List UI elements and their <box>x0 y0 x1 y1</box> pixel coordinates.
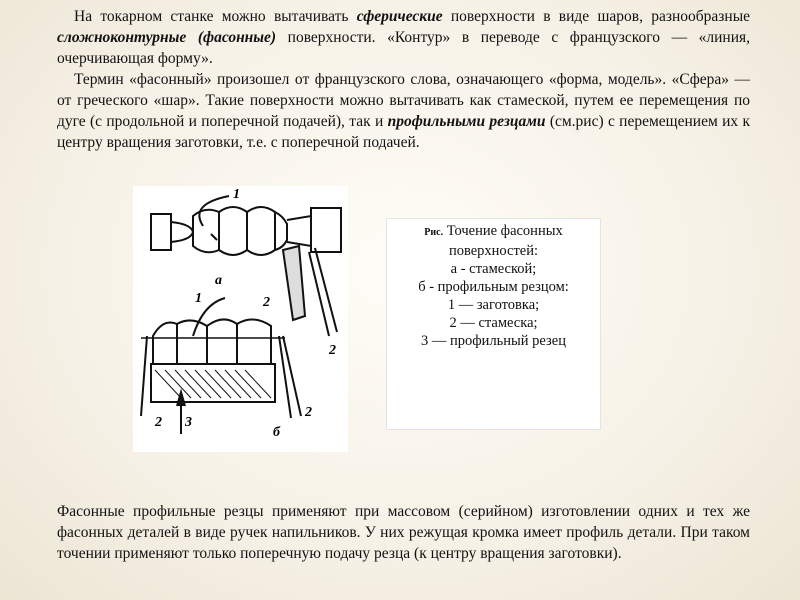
text-run: Термин «фасонный» произошел от французского слова, означающего «форма, модель». «Сфера» — от греческого «шар». Такие поверхности можно вытачивать как стамеской, путем ее перемещения по дуге (с продольной и поперечной подачей), так и <box>57 71 750 130</box>
text-run: поверхности. «Контур» в переводе с французского — «линия, очерчивающая форму». <box>57 29 750 67</box>
caption-item-3: 3 — профильный резец <box>421 333 566 349</box>
workpiece-b <box>153 319 271 364</box>
profile-cutters-text <box>57 501 750 564</box>
intro-paragraph-2 <box>57 69 750 153</box>
label-a: а <box>215 273 222 288</box>
label-2-right-bottom: 2 <box>305 405 312 420</box>
figure-caption <box>386 218 601 430</box>
label-2-top: 2 <box>263 295 270 310</box>
chuck-left <box>151 214 171 250</box>
label-1-mid: 1 <box>195 291 202 306</box>
caption-item-b: б - профильным резцом: <box>418 279 569 295</box>
label-1-top: 1 <box>233 187 240 202</box>
caption-title-line-2: поверхностей: <box>448 243 539 259</box>
workpiece-a-left <box>171 222 193 242</box>
turning-diagram <box>133 186 348 452</box>
label-3: 3 <box>185 415 192 430</box>
label-2-left-bottom: 2 <box>155 415 162 430</box>
term-profile-cutters: профильными резцами <box>387 113 546 130</box>
caption-item-a: а - стамеской; <box>450 261 537 277</box>
tailstock <box>311 208 341 252</box>
term-spherical: сферические <box>356 8 443 25</box>
text-run: На токарном станке можно вытачивать <box>74 8 357 25</box>
chisel-a <box>283 246 305 320</box>
turning-figure <box>133 186 348 452</box>
term-shaped: сложноконтурные (фасонные) <box>57 29 277 46</box>
caption-prefix: Рис. <box>424 227 444 238</box>
caption-item-2: 2 — стамеска; <box>449 315 538 331</box>
workpiece-a-profile <box>193 207 287 255</box>
text-run: поверхности в виде шаров, разнообразные <box>442 8 751 25</box>
caption-item-1: 1 — заготовка; <box>447 297 540 313</box>
caption-title <box>387 222 600 242</box>
label-2-right-top: 2 <box>329 343 336 358</box>
text-run: (см.рис) с перемещением их к центру вращения заготовки, т.е. с поперечной подачей. <box>57 113 750 151</box>
intro-text <box>57 6 750 153</box>
caption-title-line-1: Точение фасонных <box>446 223 563 239</box>
label-b: б <box>273 425 280 440</box>
intro-paragraph-1 <box>57 6 750 69</box>
bottom-paragraph: Фасонные профильные резцы применяют при массовом (серийном) изготовлении одних и тех же фасонных деталей в виде ручек напильников. У них режущая кромка имеет профиль детали. При таком точении применяют только поперечную подачу резца (к центру вращения заготовки). <box>57 503 750 562</box>
